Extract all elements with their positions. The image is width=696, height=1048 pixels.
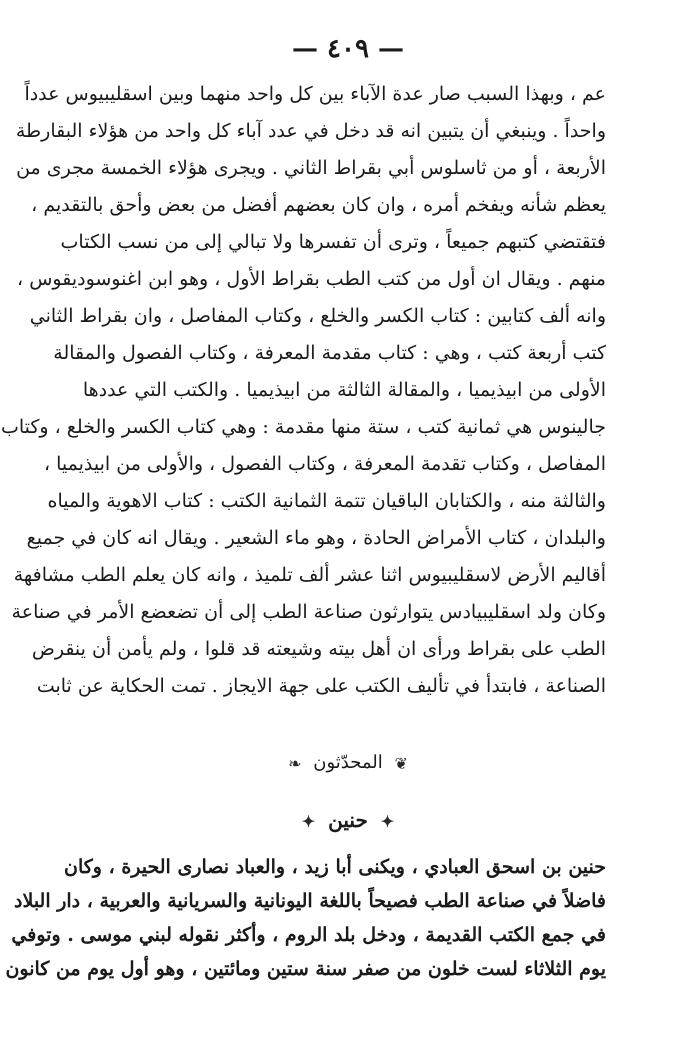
ending-phrase: المحدّثون: [313, 752, 383, 773]
heading-ornament-right-icon: ✦: [380, 812, 395, 831]
heading-ornament-left-icon: ✦: [301, 812, 316, 831]
text-line: وانه ألف كتابين : كتاب الكسر والخلع ، وكتاب المفاصل ، وان بقراط الثاني: [29, 305, 606, 327]
text-line: والبلدان ، كتاب الأمراض الحادة ، وهو ماء الشعير . ويقال انه كان في جميع: [26, 527, 606, 549]
section-end-ornament: [0, 752, 696, 773]
text-section-1: [0, 76, 606, 705]
text-section-2: [5, 850, 606, 986]
text-line: المفاصل ، وكتاب تقدمة المعرفة ، وكتاب الفصول ، والأولى من ابيذيميا ،: [43, 453, 606, 475]
text-line: في جمع الكتب القديمة ، ودخل بلد الروم ، وأكثر نقوله لبني موسى . وتوفي: [11, 924, 606, 946]
text-line: الطب على بقراط ورأى ان أهل بيته وشيعته قد قلوا ، ولم يأمن أن ينقرض: [31, 638, 606, 660]
page-number: — ٤٠٩ —: [291, 34, 405, 64]
text-line: كتب أربعة كتب ، وهي : كتاب مقدمة المعرفة ، وكتاب الفصول والمقالة: [53, 342, 606, 364]
text-line: منهم . ويقال ان أول من كتب الطب بقراط الأول ، وهو ابن اغنوسوديقوس ،: [17, 268, 606, 290]
text-line: فتقتضي كتبهم جميعاً ، وترى أن تفسرها ولا تبالي إلى من نسب الكتاب: [60, 231, 606, 253]
text-line: جالينوس هي ثمانية كتب ، ستة منها مقدمة : وهي كتاب الكسر والخلع ، وكتاب: [0, 416, 606, 438]
section-heading-text: حنين: [328, 808, 368, 832]
text-line: يوم الثلاثاء لست خلون من صفر سنة ستين ومائتين ، وهو أول يوم من كانون: [5, 958, 606, 980]
text-line: يعظم شأنه ويفخم أمره ، وان كان بعضهم أفضل من بعض وأحق بالتقديم ،: [31, 194, 606, 216]
text-line: والثالثة منه ، والكتابان الباقيان تتمة الثمانية الكتب : كتاب الاهوية والمياه: [47, 490, 606, 512]
ornament-left-icon: ❧: [288, 753, 302, 773]
section-heading: [0, 808, 696, 832]
ornament-right-icon: ❦: [394, 753, 408, 773]
text-line: أقاليم الأرض لاسقليبيوس اثنا عشر ألف تلميذ ، وانه كان يعلم الطب مشافهة: [13, 564, 606, 586]
text-line: الأربعة ، أو من ثاسلوس أبي بقراط الثاني . ويجرى هؤلاء الخمسة مجرى من: [16, 157, 606, 179]
text-line: حنين بن اسحق العبادي ، ويكنى أبا زيد ، والعباد نصارى الحيرة ، وكان: [64, 856, 606, 878]
text-line: وكان ولد اسقليبيادس يتوارثون صناعة الطب إلى أن تضعضع الأمر في صناعة: [11, 601, 606, 623]
text-line: الأولى من ابيذيميا ، والمقالة الثالثة من ابيذيميا . والكتب التي عددها: [82, 379, 606, 401]
text-line: عم ، وبهذا السبب صار عدة الآباء بين كل واحد منهما وبين اسقليبيوس عدداً: [24, 83, 606, 105]
text-line: واحداً . وينبغي أن يتبين انه قد دخل في عدد آباء كل واحد من هؤلاء البقارطة: [15, 120, 606, 142]
text-line: فاضلاً في صناعة الطب فصيحاً باللغة اليونانية والسريانية والعربية ، دار البلاد: [14, 890, 606, 912]
text-line: الصناعة ، فابتدأ في تأليف الكتب على جهة الايجاز . تمت الحكاية عن ثابت: [36, 675, 606, 697]
